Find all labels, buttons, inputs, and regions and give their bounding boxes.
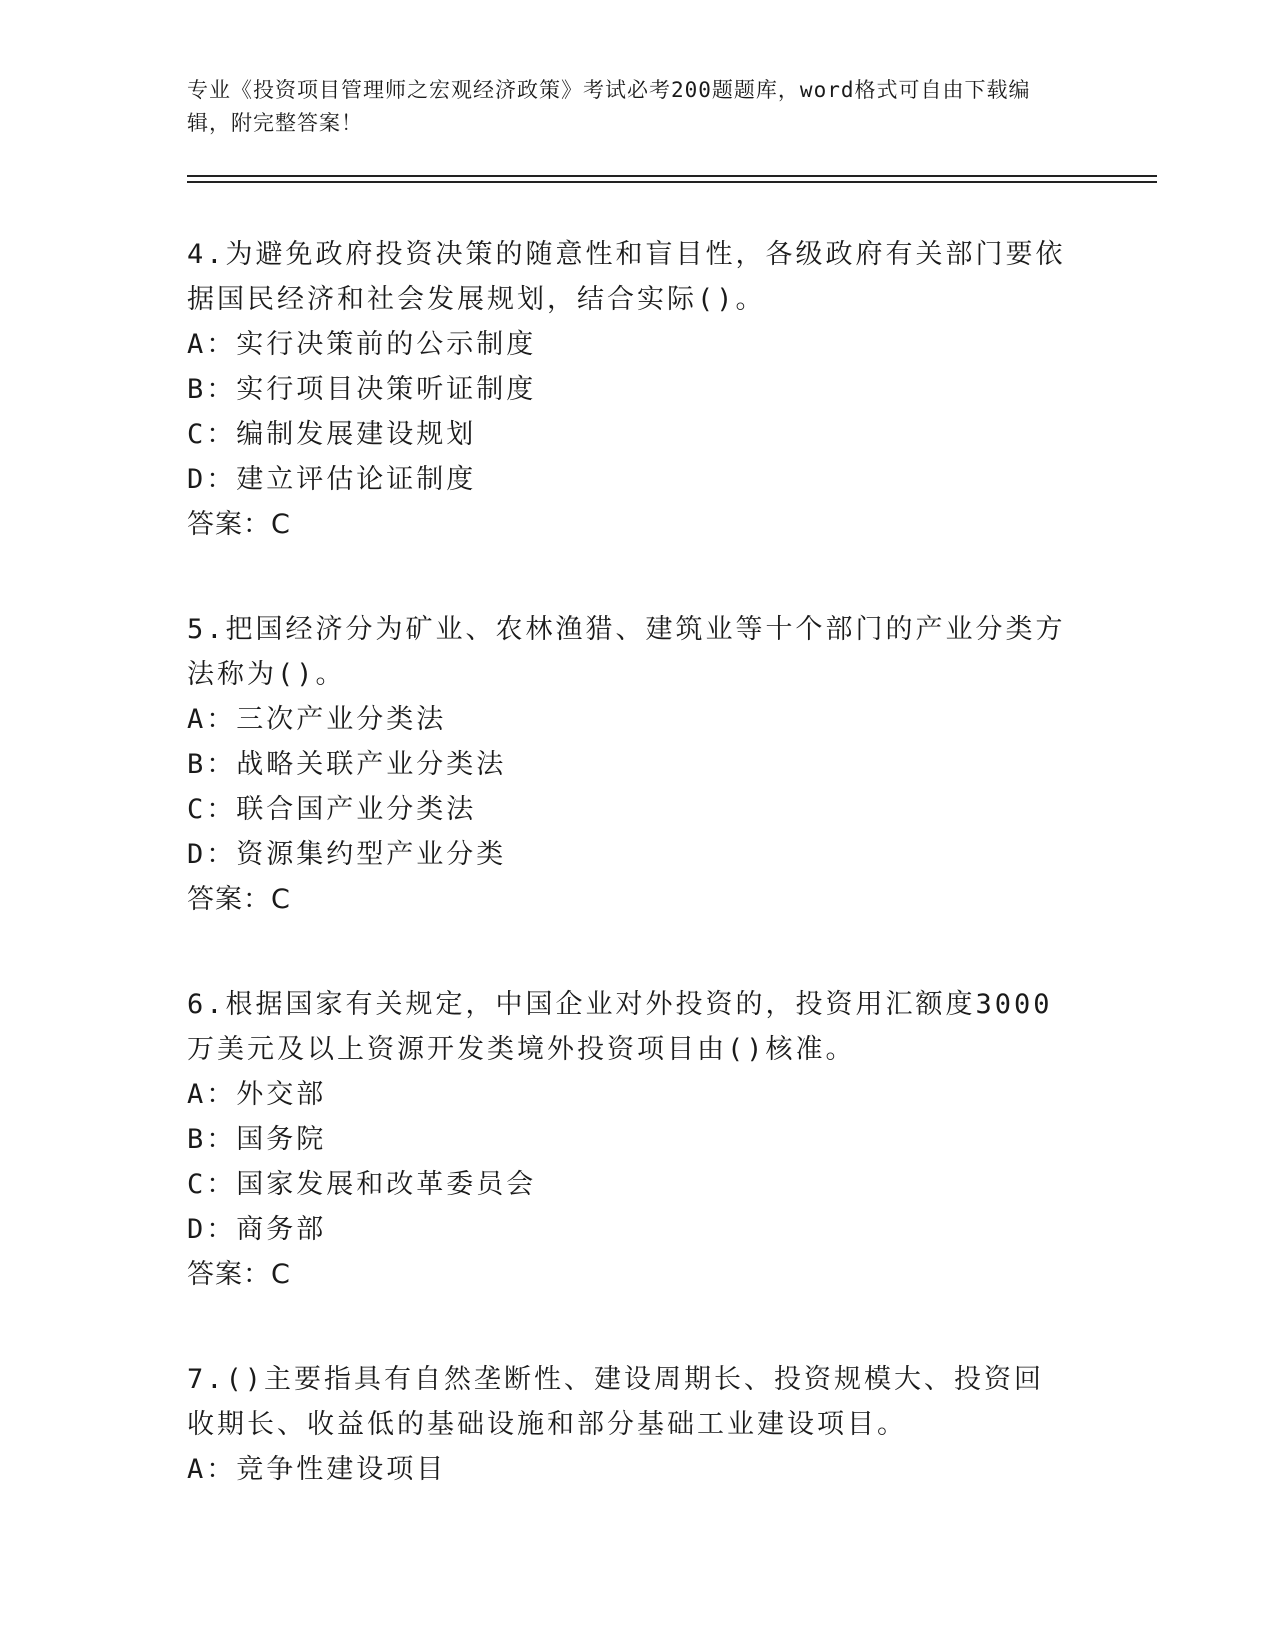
answer-line: 答案：C: [187, 509, 291, 540]
question-stem: 5.把国经济分为矿业、农林渔猎、建筑业等十个部门的产业分类方法称为()。: [187, 614, 1066, 690]
option-b: B：战略关联产业分类法: [187, 749, 507, 780]
question-stem: 4.为避免政府投资决策的随意性和盲目性，各级政府有关部门要依据国民经济和社会发展规划，结合实际()。: [187, 239, 1066, 315]
question-7: [187, 1357, 1067, 1492]
question-stem: 7.()主要指具有自然垄断性、建设周期长、投资规模大、投资回收期长、收益低的基础设施和部分基础工业建设项目。: [187, 1364, 1045, 1440]
option-c: C：国家发展和改革委员会: [187, 1169, 537, 1200]
question-4: [187, 232, 1067, 547]
header-divider-top: [187, 175, 1157, 177]
option-d: D：商务部: [187, 1214, 327, 1245]
option-c: C：编制发展建设规划: [187, 419, 477, 450]
option-a: A：三次产业分类法: [187, 704, 447, 735]
option-b: B：国务院: [187, 1124, 327, 1155]
option-d: D：建立评估论证制度: [187, 464, 477, 495]
option-a: A：实行决策前的公示制度: [187, 329, 537, 360]
question-6: [187, 982, 1067, 1297]
option-a: A：外交部: [187, 1079, 327, 1110]
option-a: A：竞争性建设项目: [187, 1454, 447, 1485]
question-list: [187, 232, 1067, 1492]
option-b: B：实行项目决策听证制度: [187, 374, 537, 405]
answer-line: 答案：C: [187, 1259, 291, 1290]
question-5: [187, 607, 1067, 922]
question-stem: 6.根据国家有关规定，中国企业对外投资的，投资用汇额度3000万美元及以上资源开发类境外投资项目由()核准。: [187, 989, 1053, 1065]
option-d: D：资源集约型产业分类: [187, 839, 507, 870]
answer-line: 答案：C: [187, 884, 291, 915]
document-header: 专业《投资项目管理师之宏观经济政策》考试必考200题题库，word格式可自由下载编辑，附完整答案！: [187, 78, 1031, 135]
option-c: C：联合国产业分类法: [187, 794, 477, 825]
header-divider-bottom: [187, 181, 1157, 183]
